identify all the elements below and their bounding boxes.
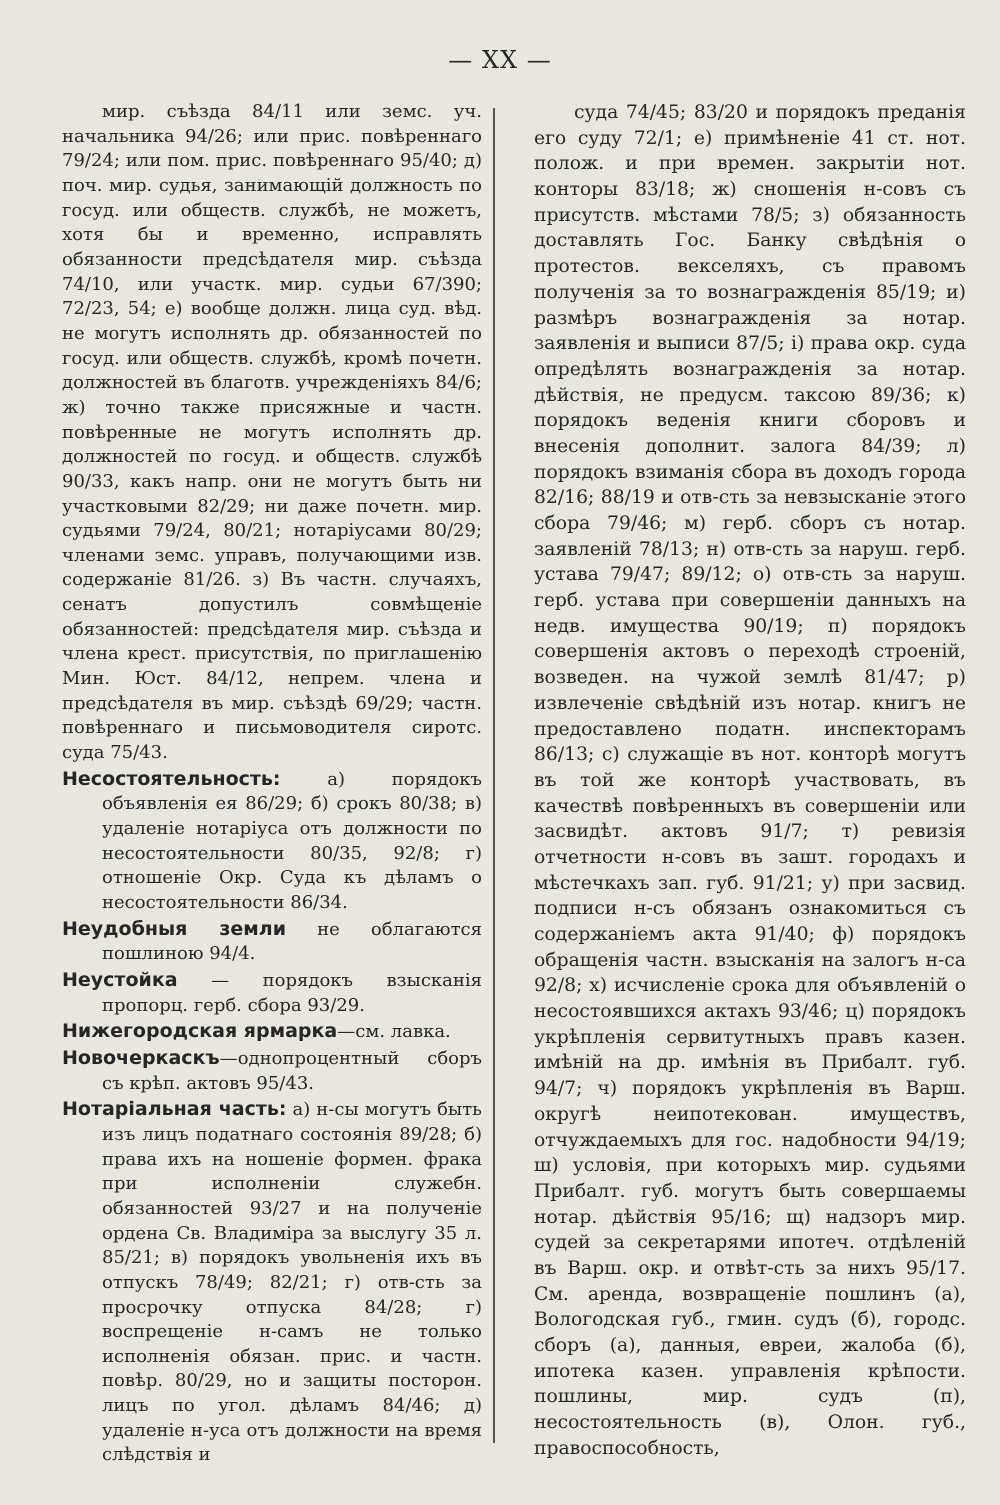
entry-heading: Неудобныя земли: [62, 917, 287, 940]
right-column: [534, 100, 966, 1461]
entry-text: —см. лавка.: [337, 1021, 451, 1043]
entry-heading: Нижегородская ярмарка: [62, 1020, 338, 1043]
page-number: — XX —: [448, 46, 552, 74]
index-entry: [62, 1019, 482, 1045]
entry-heading: Новочеркаскъ: [62, 1046, 220, 1069]
index-entry: [62, 767, 482, 916]
continuation-text: суда 74/45; 83/20 и порядокъ преданія его суду 72/1; е) примѣненіе 41 ст. нот. полож. и при времен. закрытіи нот. конторы 83/18; ж) сношенія н-совъ съ присутств. мѣстами 78/5; з) обязанность доставлять Гос. Банку свѣдѣнія о протестов. векселяхъ, съ правомъ полученія за то вознагражденія 85/19; и) размѣръ вознагражденія за нотар. заявленія и выписи 87/5; і) права окр. суда опредѣлять вознагражденія за нотар. дѣйствія, не предусм. таксою 89/36; к) порядокъ веденія книги сборовъ и внесенія дополнит. залога 84/39; л) порядокъ взиманія сбора въ доходъ города 82/16; 88/19 и отв-сть за невзысканіе этого сбора 79/46; м) герб. сборъ съ нотар. заявленій 78/13; н) отв-сть за наруш. герб. устава 79/47; 89/12; о) отв-сть за наруш. герб. устава при совершеніи данныхъ на недв. имущества 90/19; п) порядокъ совершенія актовъ о переходѣ строеній, возведен. на чужой землѣ 81/47; р) извлеченіе свѣдѣній изъ нотар. книгъ не предоставлено податн. инспекторамъ 86/13; с) служащіе въ нот. конторѣ могутъ въ той же конторѣ участвовать, въ качествѣ повѣренныхъ въ совершеніи или засвидѣт. актовъ 91/7; т) ревизія отчетности н-совъ въ зашт. городахъ и мѣстечкахъ зап. губ. 91/21; у) при засвид. подписи н-съ обязанъ ознакомиться съ содержаніемъ акта 91/40; ф) порядокъ обращенія частн. взысканія на залогъ н-са 92/8; х) исчисленіе срока для объявленій о несостоявшихся актахъ 93/46; ц) порядокъ укрѣпленія сервитутныхъ правъ казен. имѣній на др. имѣнія въ Прибалт. губ. 94/7; ч) порядокъ укрѣпленія въ Варш. округѣ неипотекован. имуществъ, отчуждаемыхъ для гос. надобности 94/19; ш) условія, при которыхъ мир. судьями Прибалт. губ. могутъ быть совершаемы нотар. дѣйствія 95/16; щ) надзоръ мир. судей за секретарями ипотеч. отдѣленій въ Варш. окр. и отвѣт-сть за нихъ 95/17. См. аренда, возвращеніе пошлинъ (а), Вологодская губ., гмин. судъ (б), городс. сборъ (а), данныя, евреи, жалоба (б), ипотека казен. управленія крѣпости. пошлины, мир. судъ (п), несостоятельность (в), Олон. губ., правоспособность,: [534, 102, 966, 1459]
index-entry: [62, 1097, 482, 1468]
entry-heading: Неустойка: [62, 968, 178, 991]
entry-text: а) н-сы могутъ быть изъ лицъ податнаго состоянія 89/28; б) права ихъ на ношеніе формен. фрака при исполненіи служебн. обязанностей 93/27 и на полученіе ордена Св. Владиміра за выслугу 35 л. 85/21; в) порядокъ увольненія ихъ въ отпускъ 78/49; 82/21; г) отв-сть за просрочку отпуска 84/28; г) воспрещеніе н-самъ не только исполненія обязан. прис. и частн. повѣр. 80/29, но и защиты посторон. лицъ по угол. дѣламъ 84/46; д) удаленіе н-уса отъ должности на время слѣдствія и: [102, 1099, 482, 1466]
column-divider: [493, 108, 495, 1443]
entry-text: —однопроцентный сборъ съ крѣп. актовъ 95/43.: [102, 1047, 482, 1094]
entry-heading: Нотаріальная часть:: [62, 1098, 287, 1121]
entry-heading: Несостоятельность:: [62, 767, 281, 790]
entry-text: не облагаются пошлиною 94/4.: [102, 918, 482, 965]
index-entry: [62, 917, 482, 967]
continuation-text: мир. съѣзда 84/11 или земс. уч. начальника 94/26; или прис. повѣреннаго 79/24; или пом. прис. повѣреннаго 95/40; д) поч. мир. судья, занимающій должность по госуд. или обществ. службѣ, не можетъ, хотя бы и временно, исправлять обязанности предсѣдателя мир. съѣзда 74/10, или участк. мир. судьи 67/390; 72/23, 54; е) вообще должн. лица суд. вѣд. не могутъ исполнять др. обязанностей по госуд. или обществ. службѣ, кромѣ почетн. должностей въ благотв. учрежденіяхъ 84/6; ж) точно также присяжные и частн. повѣренные не могутъ исполнять др. должностей по госуд. и обществ. службѣ 90/33, какъ напр. они не могутъ быть ни участковыми 82/29; ни даже почетн. мир. судьями 79/24, 80/21; нотаріусами 80/29; членами земс. управъ, получающими изв. содержаніе 81/26. з) Въ частн. случаяхъ, сенатъ допустилъ совмѣщеніе обязанностей: предсѣдателя мир. съѣзда и члена крест. присутствія, по приглашенію Мин. Юст. 84/12, непрем. члена и предсѣдателя въ мир. съѣздѣ 69/29; частн. повѣреннаго и письмоводителя сиротс. суда 75/43.: [62, 101, 482, 764]
index-entry: [62, 968, 482, 1018]
entry-text: — порядокъ взысканія пропорц. герб. сбора 93/29.: [102, 969, 482, 1016]
index-entry: [62, 1046, 482, 1096]
left-column: [62, 100, 482, 1468]
entry-text: а) порядокъ объявленія ея 86/29; б) срокъ 80/38; в) удаленіе нотаріуса отъ должности по несостоятельности 80/35, 92/8; г) отношеніе Окр. Суда къ дѣламъ о несостоятельности 86/34.: [102, 768, 482, 913]
